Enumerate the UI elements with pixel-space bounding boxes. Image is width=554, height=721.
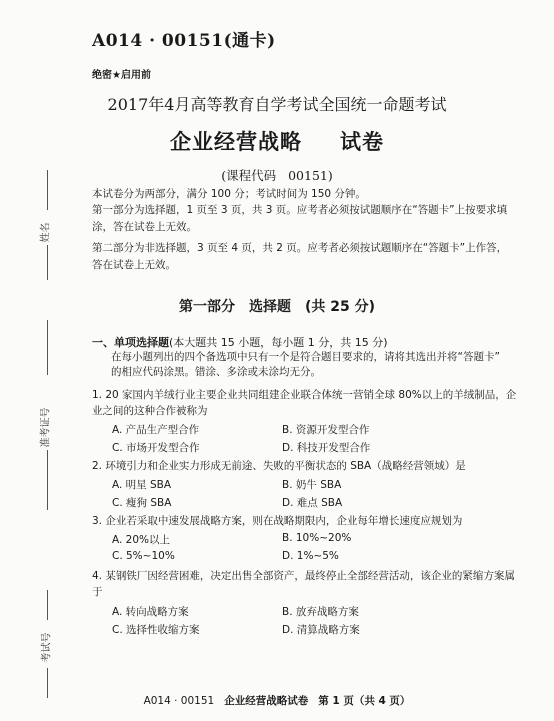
question-1-option-c: C. 市场开发型合作 (112, 442, 200, 454)
question-2-option-d: D. 难点 SBA (282, 497, 343, 509)
question-1-line-2: 业之间的这种合作被称为 (92, 405, 208, 417)
question-4-option-d: D. 清算战略方案 (282, 624, 360, 636)
secret-mark: 绝密★启用前 (92, 70, 151, 81)
question-1-option-d: D. 科技开发型合作 (282, 442, 371, 454)
question-2-option-c: C. 瘦狗 SBA (112, 497, 172, 509)
paper-title (0, 126, 554, 156)
question-3-option-a: A. 20%以上 (112, 534, 171, 546)
footer-code: A014 · 00151 (143, 695, 215, 707)
paper-word: 试卷 (340, 130, 384, 154)
question-2-option-b: B. 奶牛 SBA (282, 479, 342, 491)
question-2-line-1: 2. 环境引力和企业实力形成无前途、失败的平衡状态的 SBA（战略经营领域）是 (92, 460, 466, 472)
intro-line-3: 涂，答在试卷上无效。 (92, 221, 197, 233)
seat-blank-line-top (47, 590, 48, 620)
page-footer (0, 693, 554, 708)
name-blank-line-top (47, 170, 48, 210)
intro-line-5: 答在试卷上无效。 (92, 259, 176, 271)
intro-line-1: 本试卷分为两部分，满分 100 分；考试时间为 150 分钟。 (92, 188, 366, 200)
part-heading-note: (本大题共 15 小题，每小题 1 分，共 15 分) (169, 336, 388, 349)
name-label: 姓名 (40, 222, 52, 243)
admission-blank-line-bottom (47, 450, 48, 510)
footer-page: 第 1 页（共 4 页） (318, 695, 411, 707)
section-score: (共 25 分) (304, 299, 376, 315)
intro-line-4: 第二部分为非选择题，3 页至 4 页，共 2 页。应考者必须按试题顺序在“答题卡”上作答， (92, 242, 508, 254)
exam-seat-label: 考试号 (41, 632, 53, 663)
part-note-2: 的相应代码涂黑。错涂、多涂或未涂均无分。 (111, 366, 321, 378)
question-1-line-1: 1. 20 家国内羊绒行业主要企业共同组建企业联合体统一营销全球 80%以上的羊绒制品，企 (92, 389, 517, 401)
exam-title: 2017年4月高等教育自学考试全国统一命题考试 (107, 95, 447, 114)
name-blank-line-bottom (47, 245, 48, 280)
part-note-1: 在每小题列出的四个备选项中只有一个是符合题目要求的，请将其选出并将“答题卡” (111, 351, 500, 363)
subject-title: 企业经营战略 (170, 130, 302, 154)
admission-blank-line-top (47, 320, 48, 375)
question-1-option-b: B. 资源开发型合作 (282, 424, 370, 436)
course-code-value: 00151) (288, 168, 333, 183)
part-heading (92, 334, 388, 350)
question-3-option-d: D. 1%~5% (282, 550, 339, 562)
question-4-line-2: 于 (92, 586, 103, 598)
question-3-option-c: C. 5%~10% (112, 550, 175, 562)
course-code (0, 166, 554, 184)
question-3-option-b: B. 10%~20% (282, 532, 352, 544)
paper-code: A014 · 00151(通卡) (92, 31, 276, 51)
question-4-line-1: 4. 某钢铁厂因经营困难，决定出售全部资产，最终停止全部经营活动，该企业的紧缩方案属 (92, 570, 515, 582)
section-name: 选择题 (248, 299, 291, 315)
question-4-option-b: B. 放弃战略方案 (282, 606, 359, 618)
section-title (0, 296, 554, 316)
part-heading-label: 一、单项选择题 (92, 336, 169, 349)
question-1-option-a: A. 产品生产型合作 (112, 424, 200, 436)
question-3-line-1: 3. 企业若采取中速发展战略方案，则在战略期限内，企业每年增长速度应规划为 (92, 515, 463, 527)
footer-subject: 企业经营战略试卷 (224, 695, 309, 707)
section-part: 第一部分 (178, 299, 235, 315)
course-code-label: (课程代码 (221, 168, 277, 183)
question-4-option-c: C. 选择性收缩方案 (112, 624, 200, 636)
question-2-option-a: A. 明星 SBA (112, 479, 172, 491)
intro-line-2: 第一部分为选择题，1 页至 3 页，共 3 页。应考者必须按试题顺序在“答题卡”上按要求填 (92, 204, 508, 216)
admission-label: 准考证号 (40, 407, 52, 448)
question-4-option-a: A. 转向战略方案 (112, 606, 189, 618)
